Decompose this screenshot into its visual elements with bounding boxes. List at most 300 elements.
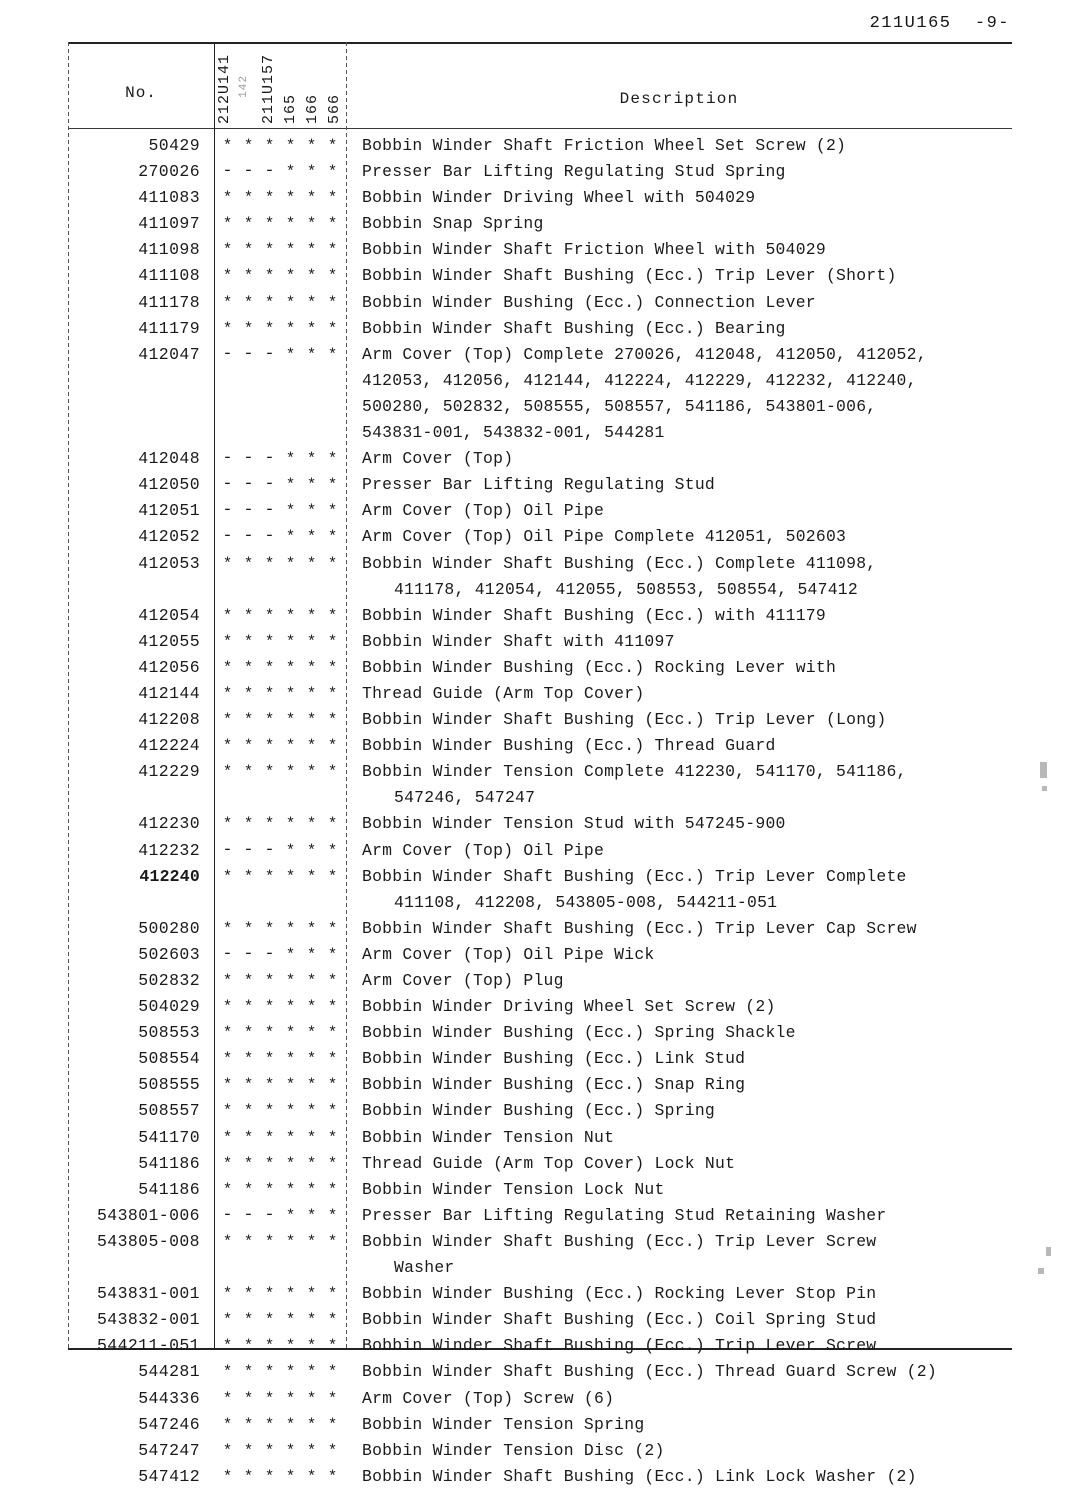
mark-asterisk: *	[243, 1232, 254, 1251]
mark-asterisk: *	[243, 763, 254, 782]
part-description: Arm Cover (Top)	[362, 449, 514, 469]
part-description: Arm Cover (Top) Oil Pipe	[362, 840, 605, 860]
model-applicability-marks	[214, 841, 346, 861]
part-description: Bobbin Winder Shaft Bushing (Ecc.) Link Lock Washer (2)	[362, 1466, 917, 1486]
mark-asterisk: *	[327, 554, 338, 573]
mark-asterisk: *	[306, 241, 317, 260]
part-number: 543805-008	[96, 1231, 200, 1251]
table-row	[68, 1465, 1012, 1491]
part-description: Bobbin Winder Shaft Bushing (Ecc.) Thread Guard Screw (2)	[362, 1362, 937, 1382]
mark-asterisk: *	[264, 241, 275, 260]
mark-asterisk: *	[306, 293, 317, 312]
mark-asterisk: *	[306, 684, 317, 703]
mark-dash: -	[243, 344, 254, 364]
part-number: 547247	[138, 1440, 200, 1460]
part-number: 543832-001	[96, 1310, 200, 1330]
mark-asterisk: *	[306, 841, 317, 860]
part-description: Bobbin Winder Bushing (Ecc.) Spring	[362, 1101, 716, 1121]
part-description: Presser Bar Lifting Regulating Stud Retaining Washer	[362, 1205, 887, 1225]
mark-asterisk: *	[264, 1024, 275, 1043]
mark-asterisk: *	[243, 1415, 254, 1434]
mark-asterisk: *	[327, 711, 338, 730]
table-row	[68, 708, 1012, 734]
model-applicability-marks	[214, 527, 346, 547]
mark-asterisk: *	[306, 267, 317, 286]
part-description: Presser Bar Lifting Regulating Stud Spring	[362, 162, 786, 182]
table-row	[68, 656, 1012, 682]
mark-asterisk: *	[327, 1285, 338, 1304]
mark-dash: -	[243, 162, 254, 182]
part-number: 541186	[138, 1179, 200, 1199]
table-row	[68, 291, 1012, 317]
mark-asterisk: *	[243, 867, 254, 886]
model-applicability-marks	[214, 1128, 346, 1148]
mark-asterisk: *	[243, 1363, 254, 1382]
mark-asterisk: *	[243, 1389, 254, 1408]
mark-asterisk: *	[243, 1285, 254, 1304]
mark-dash: -	[243, 475, 254, 495]
mark-asterisk: *	[222, 1441, 233, 1460]
part-number: 547246	[138, 1414, 200, 1434]
part-number: 508553	[138, 1023, 200, 1043]
mark-asterisk: *	[222, 1024, 233, 1043]
mark-asterisk: *	[285, 711, 296, 730]
mark-asterisk: *	[243, 919, 254, 938]
mark-asterisk: *	[222, 1154, 233, 1173]
mark-asterisk: *	[306, 945, 317, 964]
mark-asterisk: *	[306, 737, 317, 756]
table-row	[68, 473, 1012, 499]
model-column-header-4: 166	[304, 93, 321, 124]
model-applicability-marks	[214, 710, 346, 730]
part-description: Bobbin Winder Shaft Bushing (Ecc.) Trip Lever Screw	[362, 1231, 877, 1251]
model-applicability-marks	[214, 606, 346, 626]
mark-asterisk: *	[243, 632, 254, 651]
table-row	[68, 812, 1012, 838]
part-number: 412208	[138, 710, 200, 730]
part-number: 412055	[138, 631, 200, 651]
mark-asterisk: *	[285, 345, 296, 364]
mark-asterisk: *	[264, 215, 275, 234]
mark-dash: -	[222, 527, 233, 547]
mark-asterisk: *	[264, 1415, 275, 1434]
model-applicability-marks	[214, 919, 346, 939]
mark-asterisk: *	[327, 1337, 338, 1356]
mark-asterisk: *	[327, 293, 338, 312]
part-number: 411097	[138, 214, 200, 234]
model-applicability-marks	[214, 1180, 346, 1200]
mark-asterisk: *	[306, 1415, 317, 1434]
mark-asterisk: *	[285, 737, 296, 756]
mark-asterisk: *	[327, 737, 338, 756]
mark-asterisk: *	[285, 1337, 296, 1356]
model-applicability-marks	[214, 736, 346, 756]
mark-dash: -	[264, 162, 275, 182]
part-description: Arm Cover (Top) Screw (6)	[362, 1388, 615, 1408]
mark-asterisk: *	[222, 1363, 233, 1382]
part-description: Bobbin Winder Driving Wheel with 504029	[362, 188, 756, 208]
mark-asterisk: *	[264, 1441, 275, 1460]
mark-asterisk: *	[285, 1076, 296, 1095]
part-description: Bobbin Winder Shaft Bushing (Ecc.) Trip Lever (Long)	[362, 710, 887, 730]
mark-asterisk: *	[243, 1024, 254, 1043]
model-column-header-3: 165	[282, 93, 299, 124]
part-number: 508554	[138, 1049, 200, 1069]
part-number: 412144	[138, 683, 200, 703]
model-applicability-marks	[214, 475, 346, 495]
part-number: 504029	[138, 997, 200, 1017]
mark-asterisk: *	[327, 1154, 338, 1173]
mark-asterisk: *	[327, 267, 338, 286]
mark-asterisk: *	[285, 554, 296, 573]
part-number: 50429	[148, 136, 200, 155]
mark-asterisk: *	[285, 1363, 296, 1382]
part-description-continuation: 411178, 412054, 412055, 508553, 508554, 547412	[394, 579, 858, 599]
mark-dash: -	[243, 501, 254, 521]
mark-asterisk: *	[264, 1285, 275, 1304]
mark-asterisk: *	[222, 1102, 233, 1121]
part-number: 411083	[138, 188, 200, 208]
mark-asterisk: *	[243, 1180, 254, 1199]
mark-asterisk: *	[285, 1128, 296, 1147]
part-description: Bobbin Winder Shaft Bushing (Ecc.) Trip Lever Screw	[362, 1336, 877, 1356]
mark-asterisk: *	[264, 684, 275, 703]
part-number: 411098	[138, 240, 200, 260]
table-row	[68, 760, 1012, 786]
model-applicability-marks	[214, 1310, 346, 1330]
mark-asterisk: *	[222, 293, 233, 312]
scan-artifact	[1042, 786, 1047, 791]
part-description: Bobbin Snap Spring	[362, 214, 544, 234]
part-description: Bobbin Winder Shaft Friction Wheel with 504029	[362, 240, 826, 260]
model-applicability-marks	[214, 1336, 346, 1356]
model-applicability-marks	[214, 162, 346, 182]
mark-asterisk: *	[222, 241, 233, 260]
mark-asterisk: *	[306, 1076, 317, 1095]
mark-asterisk: *	[243, 293, 254, 312]
part-number: 412048	[138, 449, 200, 469]
model-applicability-marks	[214, 867, 346, 887]
part-description: Bobbin Winder Tension Lock Nut	[362, 1179, 665, 1199]
part-description: Thread Guide (Arm Top Cover)	[362, 683, 645, 703]
mark-asterisk: *	[306, 1311, 317, 1330]
mark-asterisk: *	[243, 137, 254, 155]
scan-artifact	[1046, 1247, 1051, 1256]
mark-asterisk: *	[306, 1154, 317, 1173]
part-number: 543801-006	[96, 1205, 200, 1225]
table-row	[68, 343, 1012, 369]
mark-asterisk: *	[306, 972, 317, 990]
mark-asterisk: *	[285, 972, 296, 990]
mark-dash: -	[264, 944, 275, 964]
part-number: 412047	[138, 344, 200, 364]
mark-asterisk: *	[306, 1441, 317, 1460]
table-row	[68, 1126, 1012, 1152]
mark-asterisk: *	[285, 1206, 296, 1225]
part-number: 411179	[138, 318, 200, 338]
part-description-continuation: 411108, 412208, 543805-008, 544211-051	[394, 892, 778, 912]
mark-asterisk: *	[264, 606, 275, 625]
mark-asterisk: *	[306, 319, 317, 338]
part-description-continuation: 412053, 412056, 412144, 412224, 412229, 412232, 412240,	[362, 370, 917, 390]
mark-dash: -	[243, 840, 254, 860]
table-row	[68, 1413, 1012, 1439]
part-description: Bobbin Winder Shaft Bushing (Ecc.) Complete 411098,	[362, 553, 877, 573]
mark-asterisk: *	[285, 632, 296, 651]
table-row	[68, 447, 1012, 473]
mark-asterisk: *	[243, 554, 254, 573]
mark-asterisk: *	[222, 998, 233, 1017]
part-description: Arm Cover (Top) Oil Pipe	[362, 501, 605, 521]
mark-asterisk: *	[327, 1050, 338, 1069]
mark-dash: -	[222, 449, 233, 469]
mark-asterisk: *	[306, 1050, 317, 1069]
mark-asterisk: *	[327, 1180, 338, 1199]
mark-dash: -	[222, 501, 233, 521]
mark-asterisk: *	[327, 1206, 338, 1225]
model-applicability-marks	[214, 1232, 346, 1252]
mark-asterisk: *	[306, 1337, 317, 1356]
mark-asterisk: *	[327, 658, 338, 677]
part-number: 412054	[138, 605, 200, 625]
mark-asterisk: *	[285, 293, 296, 312]
mark-asterisk: *	[285, 215, 296, 234]
mark-asterisk: *	[264, 267, 275, 286]
mark-asterisk: *	[306, 554, 317, 573]
mark-asterisk: *	[327, 528, 338, 547]
mark-asterisk: *	[243, 1311, 254, 1330]
part-description: Bobbin Winder Bushing (Ecc.) Rocking Lever with	[362, 657, 837, 677]
part-description-continuation: 500280, 502832, 508555, 508557, 541186, 543801-006,	[362, 396, 877, 416]
mark-asterisk: *	[243, 215, 254, 234]
table-row	[68, 995, 1012, 1021]
column-header-number: No.	[125, 84, 157, 102]
table-row	[68, 604, 1012, 630]
mark-asterisk: *	[222, 658, 233, 677]
mark-asterisk: *	[243, 972, 254, 990]
model-applicability-marks	[214, 1206, 346, 1226]
mark-asterisk: *	[285, 1441, 296, 1460]
model-applicability-marks	[214, 1023, 346, 1043]
part-number: 544281	[138, 1362, 200, 1382]
parts-list-table	[68, 42, 1012, 1486]
mark-asterisk: *	[222, 1285, 233, 1304]
mark-asterisk: *	[264, 554, 275, 573]
mark-asterisk: *	[327, 476, 338, 495]
mark-asterisk: *	[285, 606, 296, 625]
mark-asterisk: *	[264, 1102, 275, 1121]
mark-asterisk: *	[264, 711, 275, 730]
mark-dash: -	[264, 527, 275, 547]
part-number: 412224	[138, 736, 200, 756]
table-row	[68, 1099, 1012, 1125]
mark-asterisk: *	[327, 137, 338, 155]
table-column-headers	[68, 42, 1012, 128]
mark-asterisk: *	[285, 476, 296, 495]
mark-asterisk: *	[306, 1102, 317, 1121]
mark-asterisk: *	[306, 1389, 317, 1408]
mark-asterisk: *	[327, 815, 338, 834]
mark-asterisk: *	[285, 945, 296, 964]
mark-asterisk: *	[264, 1154, 275, 1173]
mark-asterisk: *	[327, 1102, 338, 1121]
table-row	[68, 212, 1012, 238]
table-row	[68, 1439, 1012, 1465]
mark-asterisk: *	[285, 241, 296, 260]
mark-dash: -	[222, 1205, 233, 1225]
mark-asterisk: *	[243, 998, 254, 1017]
table-row-continuation	[68, 369, 1012, 395]
part-description-continuation: Washer	[394, 1258, 455, 1278]
part-description: Bobbin Winder Tension Disc (2)	[362, 1440, 665, 1460]
mark-dash: -	[264, 475, 275, 495]
part-description: Bobbin Winder Shaft Bushing (Ecc.) Trip Lever Cap Screw	[362, 918, 917, 938]
table-row	[68, 1282, 1012, 1308]
mark-dash: -	[222, 944, 233, 964]
mark-asterisk: *	[306, 1024, 317, 1043]
mark-asterisk: *	[243, 737, 254, 756]
mark-asterisk: *	[285, 1024, 296, 1043]
model-applicability-marks	[214, 814, 346, 834]
table-body	[68, 134, 1012, 1491]
mark-asterisk: *	[222, 1389, 233, 1408]
mark-asterisk: *	[222, 737, 233, 756]
model-applicability-marks	[214, 240, 346, 260]
mark-dash: -	[222, 162, 233, 182]
part-description: Bobbin Winder Shaft Friction Wheel Set Screw (2)	[362, 136, 847, 155]
part-description: Presser Bar Lifting Regulating Stud	[362, 475, 716, 495]
mark-asterisk: *	[285, 137, 296, 155]
model-applicability-marks	[214, 971, 346, 991]
mark-asterisk: *	[327, 841, 338, 860]
part-description: Arm Cover (Top) Oil Pipe Complete 412051, 502603	[362, 527, 847, 547]
mark-asterisk: *	[285, 1389, 296, 1408]
mark-asterisk: *	[243, 711, 254, 730]
part-description: Bobbin Winder Bushing (Ecc.) Spring Shackle	[362, 1023, 796, 1043]
part-description: Bobbin Winder Bushing (Ecc.) Link Stud	[362, 1049, 746, 1069]
part-number: 411108	[138, 266, 200, 286]
mark-asterisk: *	[285, 684, 296, 703]
mark-asterisk: *	[222, 1337, 233, 1356]
mark-asterisk: *	[327, 163, 338, 182]
mark-asterisk: *	[306, 189, 317, 208]
mark-asterisk: *	[222, 554, 233, 573]
mark-asterisk: *	[285, 763, 296, 782]
part-description: Arm Cover (Top) Oil Pipe Wick	[362, 944, 655, 964]
mark-asterisk: *	[327, 1024, 338, 1043]
mark-dash: -	[243, 944, 254, 964]
mark-asterisk: *	[222, 867, 233, 886]
mark-asterisk: *	[306, 1128, 317, 1147]
mark-asterisk: *	[243, 1154, 254, 1173]
part-number: 270026	[138, 162, 200, 182]
model-applicability-marks	[214, 658, 346, 678]
scan-artifact	[1038, 1268, 1044, 1274]
mark-asterisk: *	[243, 267, 254, 286]
mark-asterisk: *	[306, 606, 317, 625]
mark-asterisk: *	[327, 1311, 338, 1330]
mark-dash: -	[222, 344, 233, 364]
mark-asterisk: *	[327, 1128, 338, 1147]
mark-asterisk: *	[327, 998, 338, 1017]
table-row	[68, 1387, 1012, 1413]
model-column-header-0: 212U141	[216, 53, 233, 124]
mark-asterisk: *	[327, 1076, 338, 1095]
part-description: Bobbin Winder Bushing (Ecc.) Thread Guard	[362, 736, 776, 756]
mark-asterisk: *	[222, 267, 233, 286]
model-applicability-marks	[214, 1441, 346, 1461]
mark-asterisk: *	[264, 998, 275, 1017]
mark-asterisk: *	[264, 658, 275, 677]
mark-asterisk: *	[222, 189, 233, 208]
mark-asterisk: *	[222, 1050, 233, 1069]
mark-asterisk: *	[264, 972, 275, 990]
mark-asterisk: *	[285, 502, 296, 521]
mark-asterisk: *	[222, 632, 233, 651]
table-row	[68, 499, 1012, 525]
part-number: 500280	[138, 918, 200, 938]
part-number: 412051	[138, 501, 200, 521]
mark-asterisk: *	[306, 502, 317, 521]
mark-asterisk: *	[306, 476, 317, 495]
mark-asterisk: *	[264, 1180, 275, 1199]
part-description: Bobbin Winder Tension Nut	[362, 1127, 615, 1147]
table-row	[68, 552, 1012, 578]
mark-asterisk: *	[285, 1285, 296, 1304]
part-description-continuation: 543831-001, 543832-001, 544281	[362, 423, 665, 443]
mark-asterisk: *	[306, 815, 317, 834]
mark-asterisk: *	[243, 319, 254, 338]
table-row	[68, 1308, 1012, 1334]
model-applicability-marks	[214, 1154, 346, 1174]
table-row	[68, 1178, 1012, 1204]
part-number: 541170	[138, 1127, 200, 1147]
mark-asterisk: *	[327, 241, 338, 260]
mark-asterisk: *	[306, 1180, 317, 1199]
mark-asterisk: *	[222, 1128, 233, 1147]
mark-asterisk: *	[222, 137, 233, 155]
mark-asterisk: *	[306, 998, 317, 1017]
table-row	[68, 160, 1012, 186]
mark-asterisk: *	[264, 919, 275, 938]
mark-asterisk: *	[327, 502, 338, 521]
mark-asterisk: *	[306, 450, 317, 469]
part-description: Bobbin Winder Shaft Bushing (Ecc.) Trip Lever Complete	[362, 866, 907, 886]
mark-asterisk: *	[243, 1128, 254, 1147]
part-number: 412232	[138, 840, 200, 860]
part-description: Bobbin Winder Driving Wheel Set Screw (2)	[362, 997, 776, 1017]
model-applicability-marks	[214, 762, 346, 782]
mark-asterisk: *	[264, 763, 275, 782]
mark-asterisk: *	[327, 684, 338, 703]
table-row-continuation	[68, 1256, 1012, 1282]
table-row	[68, 865, 1012, 891]
mark-dash: -	[264, 449, 275, 469]
mark-asterisk: *	[306, 528, 317, 547]
part-description: Bobbin Winder Tension Complete 412230, 541170, 541186,	[362, 762, 907, 782]
table-row	[68, 682, 1012, 708]
mark-asterisk: *	[285, 841, 296, 860]
mark-asterisk: *	[285, 267, 296, 286]
mark-asterisk: *	[222, 1467, 233, 1486]
model-applicability-marks	[214, 1362, 346, 1382]
part-number: 411178	[138, 292, 200, 312]
model-applicability-marks	[214, 632, 346, 652]
model-column-header-1: 142	[238, 75, 250, 98]
mark-asterisk: *	[306, 658, 317, 677]
mark-asterisk: *	[222, 319, 233, 338]
mark-asterisk: *	[285, 1232, 296, 1251]
